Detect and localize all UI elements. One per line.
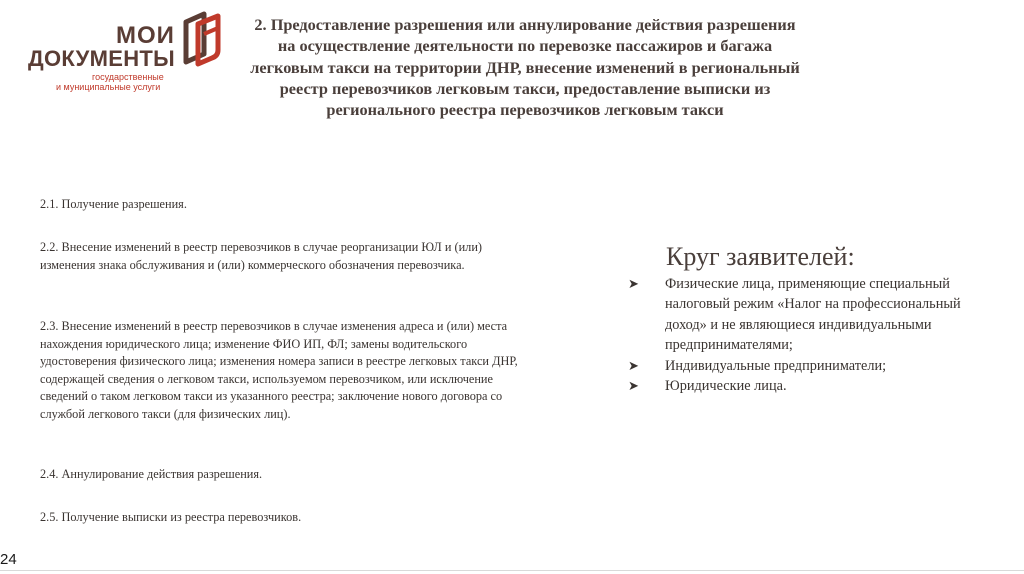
logo-text-line2: ДОКУМЕНТЫ [28,46,176,71]
page-number: 24 [0,551,17,568]
arrow-bullet-icon: ➤ [628,378,639,394]
logo-subtitle-line1: государственные [92,72,164,82]
procedure-item: 2.2. Внесение изменений в реестр перевозчиков в случае реорганизации ЮЛ и (или) изменения знака обслуживания и (или) коммерческого обозначения перевозчика. [40,240,482,272]
procedure-item: 2.4. Аннулирование действия разрешения. [40,467,263,481]
applicant-item [628,356,968,376]
procedure-item: 2.3. Внесение изменений в реестр перевозчиков в случае изменения адреса и (или) места нахождения юридического лица; изменение ФИО ИП, ФЛ; замены водительского удостоверения физического лица; изменения номера записи в реестре легковых такси ДНР, содержащей сведения о легковом такси, используемом перевозчиком, или исключение сведений о таком легковом такси из указанного реестра; заключение нового договора со службой легкового такси (для физических лиц). [40,319,518,421]
applicant-item [628,376,968,396]
bottom-divider [0,570,1024,571]
applicant-item-text: Индивидуальные предприниматели; [665,357,887,374]
logo-subtitle-line2: и муниципальные услуги [56,82,161,92]
applicant-item-text: Юридические лица. [665,378,787,395]
procedure-item: 2.5. Получение выписки из реестра перевозчиков. [40,510,302,524]
arrow-bullet-icon: ➤ [628,357,639,373]
procedure-item: 2.1. Получение разрешения. [40,197,187,211]
applicant-item [628,274,968,356]
logo-text-line1: МОИ [116,22,175,49]
applicant-item-text: Физические лица, применяющие специальный налоговый режим «Налог на профессиональный доход» и не являющиеся индивидуальными предпринимателями; [665,276,961,354]
applicants-heading: Круг заявителей: [666,242,855,271]
page-title: 2. Предоставление разрешения или аннулирование действия разрешения на осуществление деятельности по перевозке пассажиров и багажа легковым такси на территории ДНР, внесение изменений в региональный реестр перевозчиков легковым такси, предоставление выписки из регионального реестра перевозчиков легковым такси [250,15,800,120]
moi-dokumenty-logo [28,10,238,100]
arrow-bullet-icon: ➤ [628,276,639,291]
applicants-list [628,274,968,396]
logo-mark-icon [178,10,226,70]
